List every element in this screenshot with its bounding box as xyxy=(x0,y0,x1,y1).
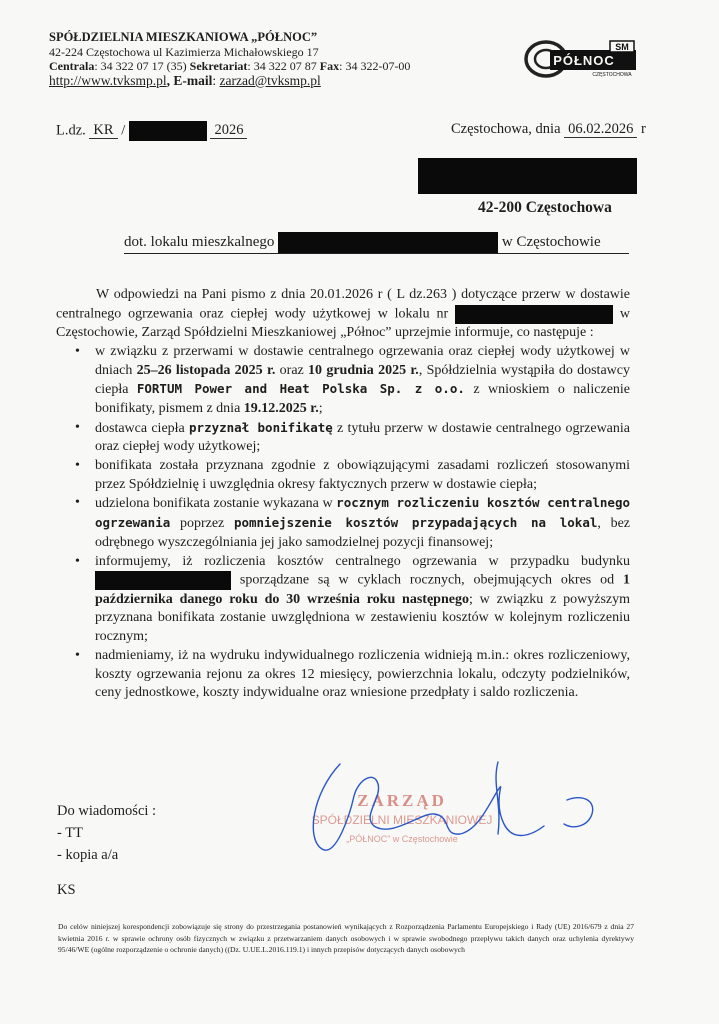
subject-redaction xyxy=(278,232,498,253)
intro-text-2: w Częstochowie, Zarząd Spółdzielni Mieszkaniowej „Północ” uprzejmie informuje, co następuje : xyxy=(56,306,631,341)
list-item xyxy=(56,494,630,552)
list-item xyxy=(56,343,630,419)
item-text: ; xyxy=(318,400,323,416)
distribution-item: - TT xyxy=(57,825,83,841)
email-label: , E-mail xyxy=(166,72,213,88)
item-text: informujemy, iż rozliczenia kosztów centralnego ogrzewania w przypadku budynku xyxy=(95,553,630,569)
gdpr-footer: Do celów niniejszej korespondencji zobowiązuje się strony do przestrzegania postanowień wynikających z Rozporządzenia Parlamentu Europejskiego i Rady (UE) 2016/679 z dnia 27 kwietnia 2016 r. w sprawie ochrony osób fizycznych w związku z przetwarzaniem danych osobowych i w sprawie swobodnego przepływu takich danych oraz uchylenia dyrektywy 95/46/WE (ogólne rozporządzenie o ochronie danych) ((Dz. U.UE.L.2016.119.1) i innych przepisów dotyczących danych osobowych xyxy=(58,922,634,954)
fax-number: : 34 322-07-00 xyxy=(339,59,411,73)
email-link[interactable]: zarzad@tvksmp.pl xyxy=(219,72,321,88)
item-bold: 25–26 listopada 2025 r. xyxy=(136,362,276,378)
building-redaction xyxy=(95,571,231,590)
item-text: poprzez xyxy=(170,516,234,532)
date-suffix: r xyxy=(641,121,646,137)
ldz-year: 2026 xyxy=(210,122,247,139)
bullet-3: • xyxy=(75,458,80,474)
item-bold: 10 grudnia 2025 r. xyxy=(308,362,419,378)
ldz-reference xyxy=(56,121,247,141)
stamp-line-3: „PÓŁNOC” w Częstochowie xyxy=(346,834,458,844)
logo-text: PÓŁNOC xyxy=(553,53,615,68)
distribution-heading: Do wiadomości : xyxy=(57,803,157,819)
list-item xyxy=(56,647,630,703)
list-item xyxy=(56,553,630,647)
item-bold: 19.12.2025 r. xyxy=(243,400,319,416)
item-bold: przyznał bonifikatę xyxy=(189,419,333,435)
item-text: oraz xyxy=(275,362,309,378)
ldz-code: KR xyxy=(89,122,117,139)
subject-underline xyxy=(124,253,629,254)
intro-text-1: W odpowiedzi na Pani pismo z dnia 20.01.2026 r ( L dz.263 ) dotyczące przerw w dostawie centralnego ogrzewania oraz ciepłej wody użytkowej w lokalu nr xyxy=(56,287,630,322)
item-text: nadmieniamy, iż na wydruku indywidualnego rozliczenia widnieją m.in.: okres rozliczeniowy, koszty ogrzewania rejonu za okres 12 miesięcy, powierzchnia lokalu, odczyty podzielników, ceny jednostkowe, koszty indywidualne oraz wniesione przedpłaty i saldo rozliczenia. xyxy=(95,647,630,701)
org-name: SPÓŁDZIELNIA MIESZKANIOWA „PÓŁNOC” xyxy=(49,30,318,44)
place-date xyxy=(451,121,646,138)
letter-date: 06.02.2026 xyxy=(564,121,637,138)
item-text: dostawca ciepła xyxy=(95,420,190,436)
item-text: z wnioskiem o naliczenie bonifikaty, pismem z dnia xyxy=(95,382,631,416)
place-label: Częstochowa, dnia xyxy=(451,121,561,137)
phone-centrala: : 34 322 07 17 (35) xyxy=(94,59,190,73)
website-link[interactable]: http://www.tvksmp.pl xyxy=(49,72,167,88)
bullet-1: • xyxy=(75,343,80,359)
item-bold: rocznym rozliczeniu kosztów centralnego ogrzewania xyxy=(95,495,630,531)
subject-suffix: w Częstochowie xyxy=(501,233,601,250)
ldz-number-redaction xyxy=(129,121,207,141)
org-phones xyxy=(49,59,410,74)
company-logo xyxy=(524,38,638,80)
subject-line xyxy=(124,232,601,253)
phone-sekretariat-label: Sekretariat xyxy=(189,59,248,73)
ldz-slash: / xyxy=(121,122,126,139)
item-text: , Spółdzielnia wystąpiła do dostawcy ciepła xyxy=(95,362,630,398)
subject-prefix: dot. lokalu mieszkalnego xyxy=(124,233,275,250)
org-address: 42-224 Częstochowa ul Kazimierza Michałowskiego 17 xyxy=(49,44,319,59)
item-text: z tytułu przerw w dostawie centralnego ogrzewania oraz ciepłej wody użytkowej; xyxy=(95,420,630,455)
item-text: ; w związku z powyższym przyznana bonifikata zostanie uwzględniona w zestawieniu kosztów w kolejnym rozliczeniu rocznym; xyxy=(95,591,630,645)
intro-paragraph xyxy=(56,286,630,343)
bullet-5: • xyxy=(75,553,80,569)
stamp-and-signature xyxy=(292,754,622,874)
info-list xyxy=(56,343,630,703)
letter-body xyxy=(56,286,630,703)
bullet-4: • xyxy=(75,495,80,511)
letterhead xyxy=(49,30,410,88)
item-text: sporządzane są w cyklach rocznych, obejmujących okres od xyxy=(231,572,623,588)
stamp-line-2: SPÓŁDZIELNI MIESZKANIOWEJ xyxy=(311,813,493,827)
distribution-item: - kopia a/a xyxy=(57,847,119,863)
list-item xyxy=(56,457,630,494)
unit-number-redaction xyxy=(455,305,613,324)
item-text: udzielona bonifikata zostanie wykazana w xyxy=(95,496,337,512)
distribution-list xyxy=(57,800,156,866)
item-bold: pomniejszenie kosztów przypadających na lokal xyxy=(233,515,598,531)
fax-label: Fax xyxy=(319,59,340,73)
ldz-label: L.dz. xyxy=(56,122,86,139)
bullet-2: • xyxy=(75,419,80,435)
bullet-6: • xyxy=(75,647,80,663)
recipient-redaction xyxy=(418,158,637,194)
list-item xyxy=(56,419,630,457)
item-text: bonifikata została przyznana zgodnie z obowiązującymi zasadami rozliczeń stosowanymi przez Spółdzielnię i uwzględnia okresy faktycznych przerw w dostawie ciepła; xyxy=(95,458,630,492)
email-sep: : xyxy=(212,72,220,88)
logo-badge: SM xyxy=(615,42,629,52)
org-contact xyxy=(49,74,410,89)
author-initials: KS xyxy=(57,882,76,898)
item-bold: 1 października danego roku do 30 września roku następnego xyxy=(95,572,630,607)
phone-sekretariat: : 34 322 07 87 xyxy=(247,59,320,73)
supplier-name: FORTUM Power and Heat Polska Sp. z o.o. xyxy=(136,381,465,397)
recipient-city: 42-200 Częstochowa xyxy=(478,199,612,216)
phone-centrala-label: Centrala xyxy=(49,59,95,73)
item-text: , bez odrębnego wyszczególniania jej jako samodzielnej pozycji finansowej; xyxy=(95,516,630,550)
item-text: w związku z przerwami w dostawie centralnego ogrzewania oraz ciepłej wody użytkowej w dniach xyxy=(95,343,630,378)
stamp-line-1: ZARZĄD xyxy=(357,791,447,810)
logo-subtext: CZĘSTOCHOWA xyxy=(592,72,632,78)
